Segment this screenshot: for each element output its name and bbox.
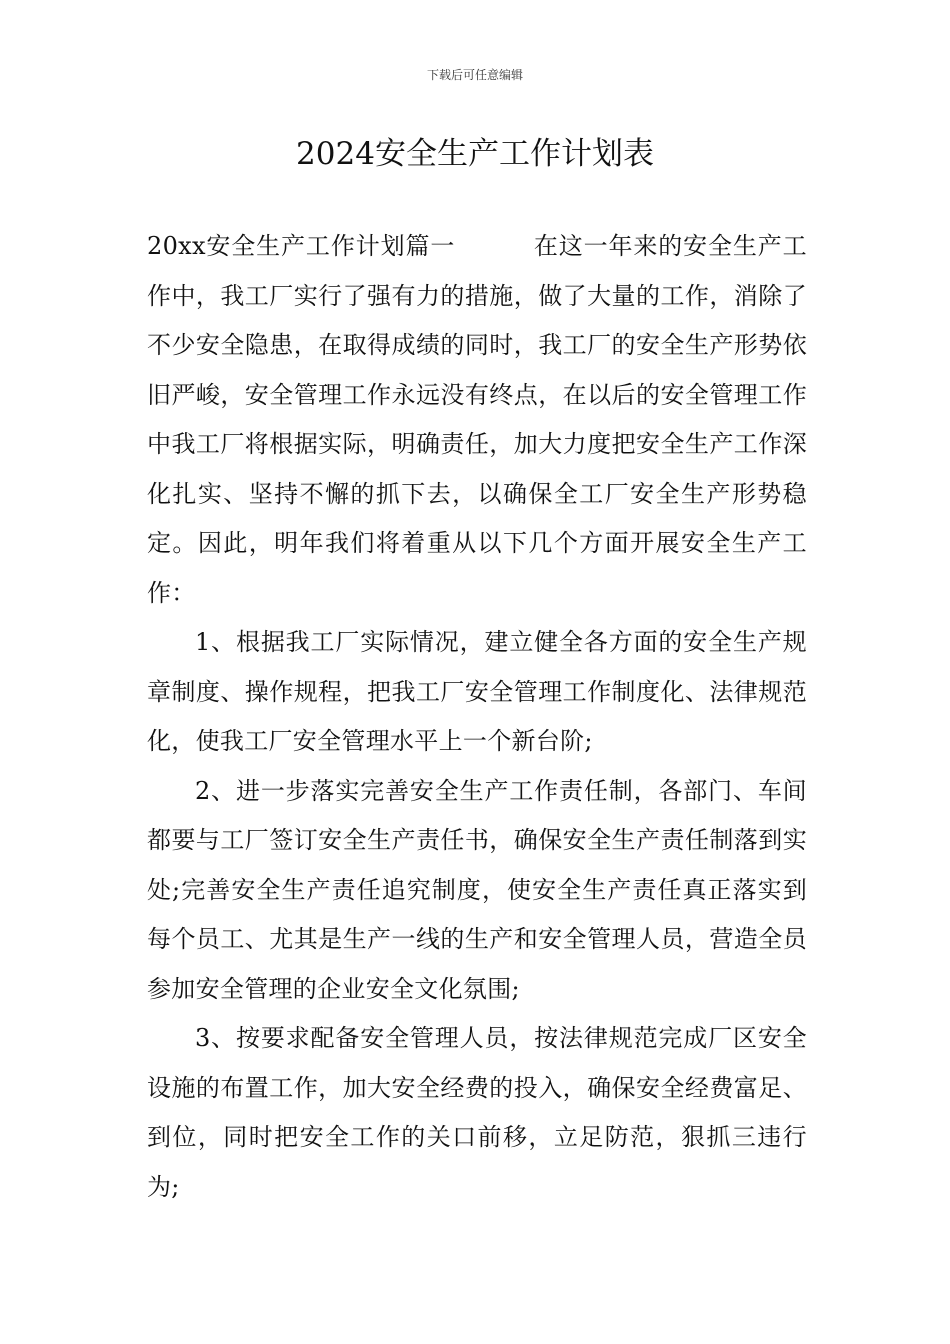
item-paragraph-1: 1、根据我工厂实际情况，建立健全各方面的安全生产规章制度、操作规程，把我工厂安全管理工作制度化、法律规范化，使我工厂安全管理水平上一个新台阶; xyxy=(147,628,807,755)
intro-paragraph xyxy=(147,222,807,618)
intro-text: 在这一年来的安全生产工作中，我工厂实行了强有力的措施，做了大量的工作，消除了不少安全隐患，在取得成绩的同时，我工厂的安全生产形势依旧严峻，安全管理工作永远没有终点，在以后的安全管理工作中我工厂将根据实际，明确责任，加大力度把安全生产工作深化扎实、坚持不懈的抓下去，以确保全工厂安全生产形势稳定。因此，明年我们将着重从以下几个方面开展安全生产工作： xyxy=(147,232,807,607)
intro-heading: 20xx安全生产工作计划篇一 xyxy=(147,232,456,260)
document-title: 2024安全生产工作计划表 xyxy=(296,136,654,172)
item-paragraph-2: 2、进一步落实完善安全生产工作责任制，各部门、车间都要与工厂签订安全生产责任书，确保安全生产责任制落到实处;完善安全生产责任追究制度，使安全生产责任真正落实到每个员工、尤其是生产一线的生产和安全管理人员，营造全员参加安全管理的企业安全文化氛围; xyxy=(147,776,807,1003)
document-body xyxy=(147,222,807,1212)
item-paragraph-3: 3、按要求配备安全管理人员，按法律规范完成厂区安全设施的布置工作，加大安全经费的投入，确保安全经费富足、到位，同时把安全工作的关口前移，立足防范，狠抓三违行为; xyxy=(147,1024,807,1201)
page-header-note: 下载后可任意编辑 xyxy=(426,68,523,82)
